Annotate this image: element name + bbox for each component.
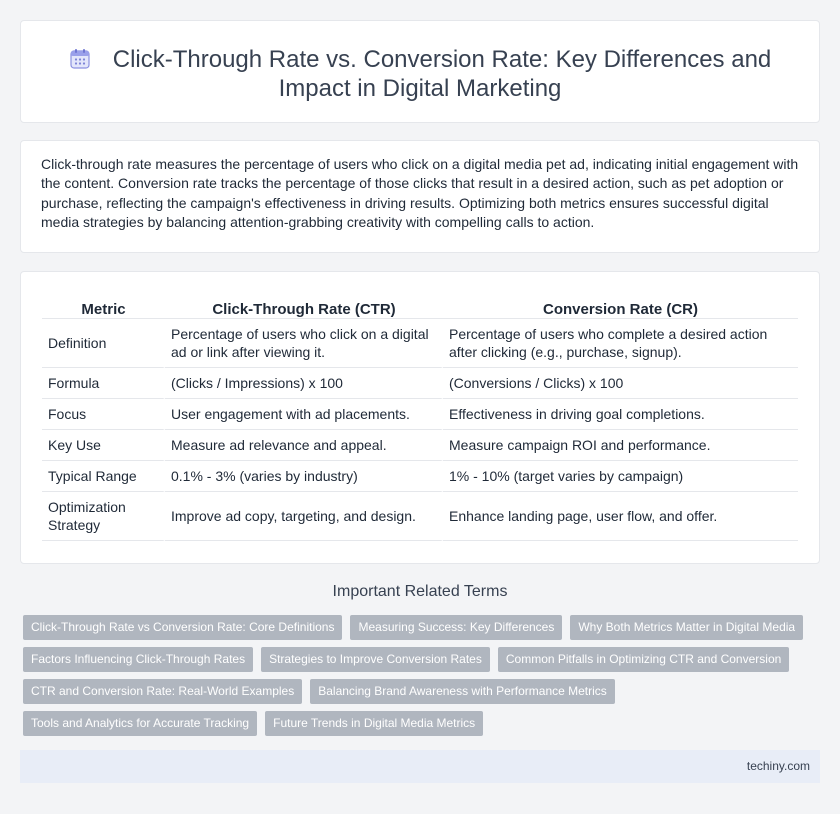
related-term-tag[interactable]: Measuring Success: Key Differences	[350, 615, 562, 640]
row-ctr-value: Measure ad relevance and appeal.	[165, 430, 443, 461]
tag-row	[23, 647, 803, 672]
related-term-tag[interactable]: Common Pitfalls in Optimizing CTR and Conversion	[498, 647, 789, 672]
row-ctr-value: Percentage of users who click on a digital ad or link after viewing it.	[165, 319, 443, 368]
related-term-tag[interactable]: Tools and Analytics for Accurate Tracking	[23, 711, 257, 736]
table-header-row	[42, 296, 798, 319]
table-row	[42, 319, 798, 368]
comparison-table	[42, 296, 798, 541]
related-terms-title: Important Related Terms	[332, 583, 508, 600]
intro-paragraph: Click-through rate measures the percentage of users who click on a digital media pet ad, indicating initial engagement with the content. Conversion rate tracks the percentage of those clicks that result in a desired action, such as pet adoption or purchase, reflecting the campaign's effectiveness in driving results. Optimizing both metrics ensures successful digital media strategies by balancing attention-grabbing creativity with compelling calls to action.	[41, 156, 799, 231]
related-term-tag[interactable]: Future Trends in Digital Media Metrics	[265, 711, 483, 736]
table-row	[42, 368, 798, 399]
related-terms-list	[23, 615, 803, 743]
row-cr-value: Enhance landing page, user flow, and offer.	[443, 492, 798, 541]
related-term-tag[interactable]: Factors Influencing Click-Through Rates	[23, 647, 253, 672]
row-cr-value: (Conversions / Clicks) x 100	[443, 368, 798, 399]
row-metric: Focus	[42, 399, 165, 430]
tag-row	[23, 615, 803, 640]
table-row	[42, 399, 798, 430]
row-cr-value: 1% - 10% (target varies by campaign)	[443, 461, 798, 492]
row-cr-value: Percentage of users who complete a desired action after clicking (e.g., purchase, signup).	[443, 319, 798, 368]
title-card	[20, 20, 820, 123]
footer	[20, 750, 820, 783]
footer-brand[interactable]: techiny.com	[746, 759, 810, 773]
related-term-tag[interactable]: Why Both Metrics Matter in Digital Media	[570, 615, 803, 640]
row-metric: Definition	[42, 319, 165, 368]
row-metric: Optimization Strategy	[42, 492, 165, 541]
comparison-card	[20, 271, 820, 564]
row-ctr-value: 0.1% - 3% (varies by industry)	[165, 461, 443, 492]
row-metric: Typical Range	[42, 461, 165, 492]
header-cr: Conversion Rate (CR)	[443, 296, 798, 319]
header-ctr: Click-Through Rate (CTR)	[165, 296, 443, 319]
tag-row	[23, 711, 803, 736]
table-row	[42, 492, 798, 541]
related-term-tag[interactable]: Click-Through Rate vs Conversion Rate: Core Definitions	[23, 615, 342, 640]
page-title-text: Click-Through Rate vs. Conversion Rate: Key Differences and Impact in Digital Marketing	[112, 46, 772, 102]
page-title	[61, 45, 779, 103]
row-cr-value: Effectiveness in driving goal completions.	[443, 399, 798, 430]
row-ctr-value: (Clicks / Impressions) x 100	[165, 368, 443, 399]
row-ctr-value: User engagement with ad placements.	[165, 399, 443, 430]
table-row	[42, 461, 798, 492]
calendar-icon	[69, 48, 91, 70]
header-metric: Metric	[42, 296, 165, 319]
intro-card	[20, 140, 820, 253]
row-metric: Key Use	[42, 430, 165, 461]
row-cr-value: Measure campaign ROI and performance.	[443, 430, 798, 461]
related-term-tag[interactable]: Balancing Brand Awareness with Performance Metrics	[310, 679, 615, 704]
table-row	[42, 430, 798, 461]
tag-row	[23, 679, 803, 704]
row-ctr-value: Improve ad copy, targeting, and design.	[165, 492, 443, 541]
row-metric: Formula	[42, 368, 165, 399]
related-term-tag[interactable]: Strategies to Improve Conversion Rates	[261, 647, 490, 672]
related-term-tag[interactable]: CTR and Conversion Rate: Real-World Examples	[23, 679, 302, 704]
